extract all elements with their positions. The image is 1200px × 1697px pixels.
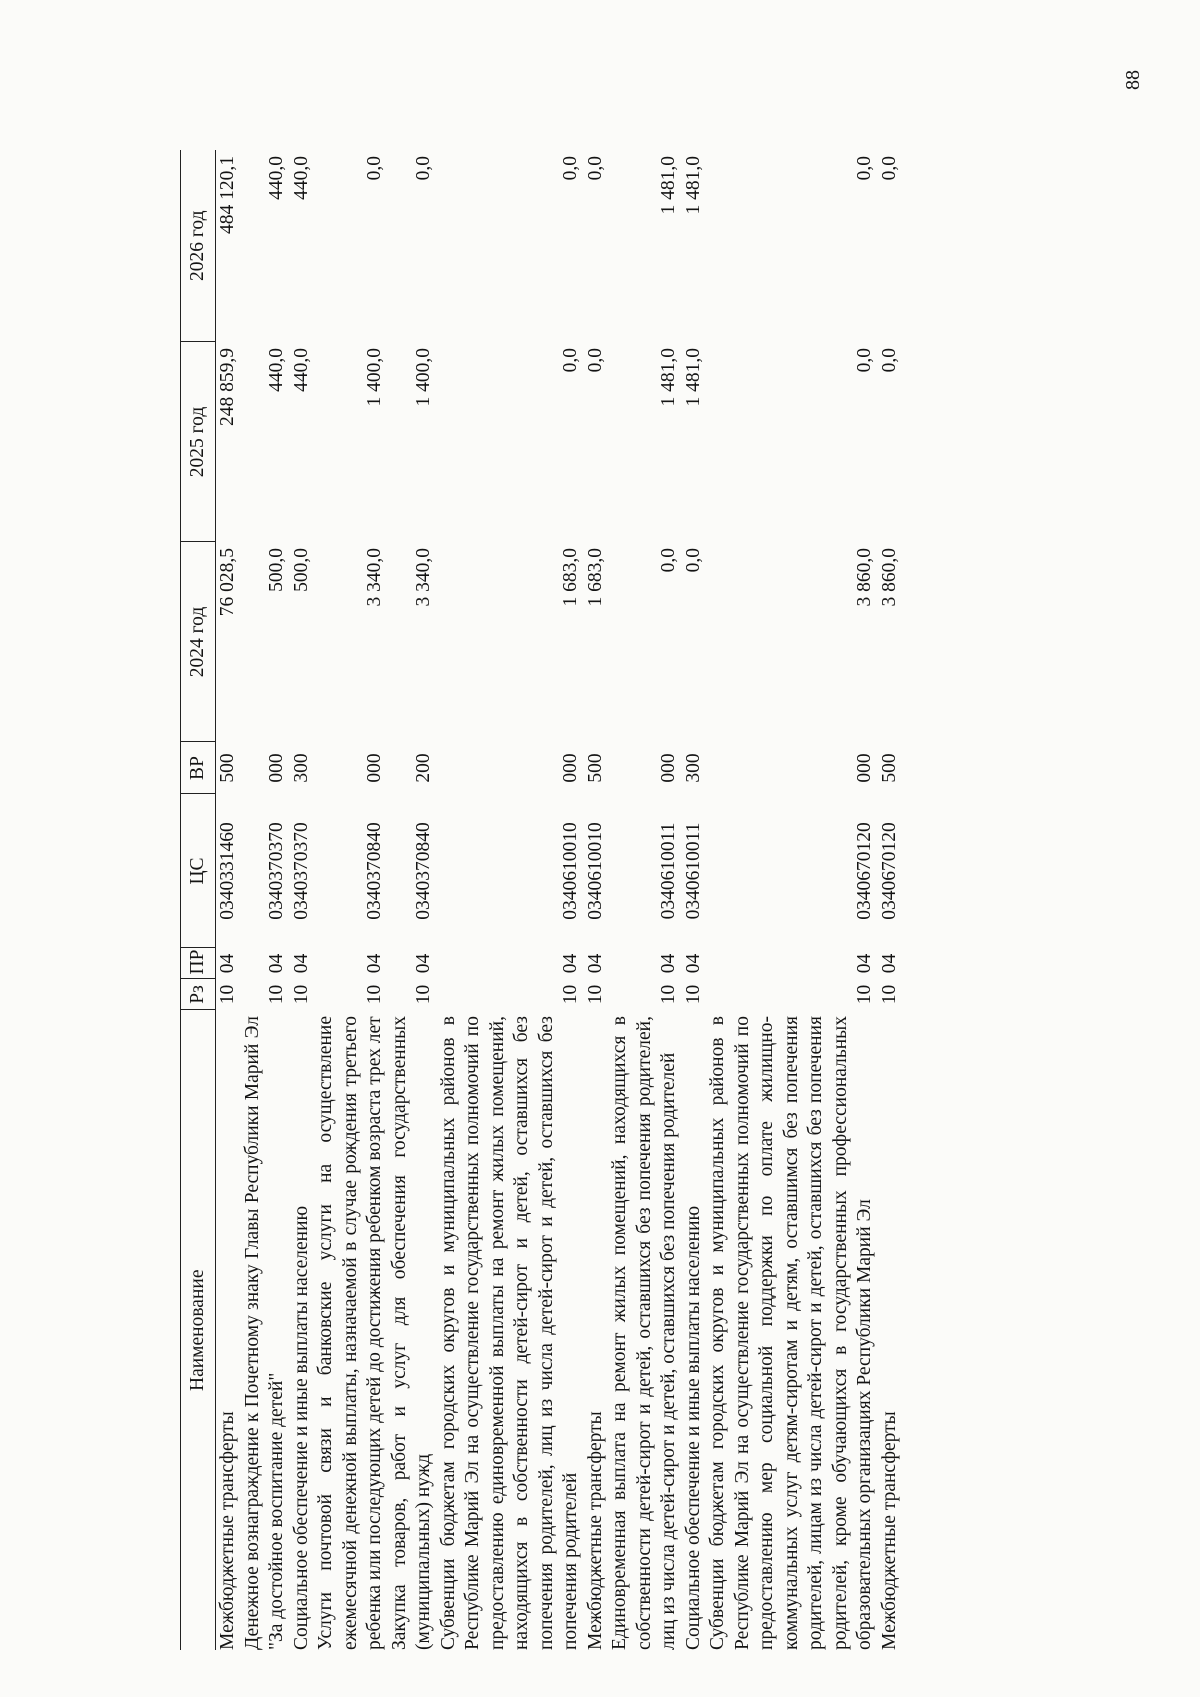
header-2024: 2024 год <box>181 542 216 742</box>
table-row <box>706 150 878 1650</box>
cell-rz: 10 <box>364 984 385 1005</box>
cell-vr: 000 <box>854 753 875 783</box>
cell-pr: 04 <box>364 953 385 974</box>
header-2026: 2026 год <box>181 150 216 342</box>
cell-2026: 440,0 <box>266 156 287 200</box>
cell-rz: 10 <box>266 984 287 1005</box>
cell-cs: 0340370840 <box>364 822 385 920</box>
header-name: Наименование <box>181 1010 216 1650</box>
cell-2024: 1 683,0 <box>584 548 606 607</box>
table-header-row <box>181 150 216 1650</box>
cell-rz: 10 <box>682 984 704 1005</box>
page-number: 88 <box>1122 70 1144 90</box>
cell-2024: 0,0 <box>682 548 704 573</box>
table-row <box>241 150 290 1650</box>
cell-2026: 0,0 <box>878 156 900 181</box>
table-row <box>437 150 584 1650</box>
cell-cs: 0340610010 <box>584 822 606 920</box>
table-row <box>878 150 903 1650</box>
cell-name: Единовременная выплата на ремонт жилых помещений, находящихся в собственности детей-сирот и детей, оставшихся без попечения родителей, лиц из числа детей-сирот и детей, оставшихся без попечения родителей <box>609 1016 679 1650</box>
cell-2026: 440,0 <box>290 156 312 200</box>
cell-pr: 04 <box>854 953 875 974</box>
table-row <box>608 150 682 1650</box>
cell-cs: 0340370840 <box>413 822 434 920</box>
header-cs: ЦС <box>181 794 216 948</box>
cell-pr: 04 <box>682 953 704 974</box>
header-2025: 2025 год <box>181 342 216 542</box>
cell-2025: 1 481,0 <box>658 348 679 407</box>
cell-2026: 484 120,1 <box>217 156 238 234</box>
cell-cs: 0340610010 <box>560 822 581 920</box>
cell-name: Межбюджетные трансферты <box>878 1411 900 1650</box>
cell-rz: 10 <box>878 984 900 1005</box>
table-row <box>584 150 609 1650</box>
cell-name: Денежное вознаграждение к Почетному знаку Главы Республики Марий Эл "За достойное воспитание детей" <box>241 1016 287 1650</box>
cell-cs: 0340670120 <box>854 822 875 920</box>
cell-2025: 0,0 <box>878 348 900 373</box>
cell-2026: 0,0 <box>560 156 581 181</box>
cell-name: Субвенции бюджетам городских округов и муниципальных районов в Республике Марий Эл на осуществление государственных полномочий по предоставлению мер социальной поддержки по оплате жилищно-коммунальных услуг детям-сиротам и детям, оставшимся без попечения родителей, лицам из числа детей-сирот и детей, оставшихся без попечения родителей, кроме обучающихся в государственных профессиональных образовательных организациях Республики Марий Эл <box>707 1016 875 1650</box>
cell-2025: 0,0 <box>584 348 606 373</box>
cell-cs: 0340610011 <box>682 822 704 920</box>
cell-2025: 0,0 <box>854 348 875 373</box>
cell-name: Социальное обеспечение и иные выплаты населению <box>682 1205 704 1650</box>
cell-rz: 10 <box>413 984 434 1005</box>
cell-pr: 04 <box>878 953 900 974</box>
cell-name: Межбюджетные трансферты <box>217 1411 238 1650</box>
cell-2026: 1 481,0 <box>682 156 704 215</box>
cell-2024: 0,0 <box>658 548 679 573</box>
cell-2025: 1 400,0 <box>413 348 434 407</box>
cell-name: Социальное обеспечение и иные выплаты населению <box>290 1205 312 1650</box>
cell-2024: 3 340,0 <box>364 548 385 607</box>
cell-2026: 0,0 <box>413 156 434 181</box>
cell-name: Субвенции бюджетам городских округов и муниципальных районов в Республике Марий Эл на осуществление государственных полномочий по предоставлению единовременной выплаты на ремонт жилых помещений, находящихся в собственности детей-сирот и детей, оставшихся без попечения родителей, лиц из числа детей-сирот и детей, оставшихся без попечения родителей <box>437 1016 581 1650</box>
cell-2026: 0,0 <box>584 156 606 181</box>
cell-vr: 500 <box>584 753 606 783</box>
cell-vr: 000 <box>560 753 581 783</box>
cell-2024: 76 028,5 <box>217 548 238 617</box>
cell-vr: 000 <box>266 753 287 783</box>
cell-2024: 500,0 <box>290 548 312 592</box>
cell-pr: 04 <box>584 953 606 974</box>
cell-2025: 1 481,0 <box>682 348 704 407</box>
cell-2024: 3 860,0 <box>854 548 875 607</box>
table-row <box>314 150 388 1650</box>
table-row <box>216 150 241 1650</box>
table-row <box>388 150 437 1650</box>
header-vr: ВР <box>181 742 216 794</box>
cell-2025: 0,0 <box>560 348 581 373</box>
cell-2024: 1 683,0 <box>560 548 581 607</box>
cell-vr: 300 <box>290 753 312 783</box>
cell-vr: 000 <box>658 753 679 783</box>
cell-cs: 0340370370 <box>290 822 312 920</box>
cell-2026: 1 481,0 <box>658 156 679 215</box>
cell-2026: 0,0 <box>854 156 875 181</box>
cell-name: Межбюджетные трансферты <box>584 1411 606 1650</box>
cell-vr: 200 <box>413 753 434 783</box>
cell-vr: 300 <box>682 753 704 783</box>
cell-cs: 0340610011 <box>658 822 679 920</box>
cell-2025: 440,0 <box>266 348 287 392</box>
table-row <box>682 150 707 1650</box>
cell-rz: 10 <box>560 984 581 1005</box>
cell-2025: 248 859,9 <box>217 348 238 426</box>
cell-2025: 1 400,0 <box>364 348 385 407</box>
cell-2024: 3 860,0 <box>878 548 900 607</box>
header-pr: ПР <box>181 948 216 979</box>
cell-2026: 0,0 <box>364 156 385 181</box>
cell-pr: 04 <box>290 953 312 974</box>
cell-name: Закупка товаров, работ и услуг для обеспечения государственных (муниципальных) нужд <box>388 1016 434 1650</box>
cell-pr: 04 <box>560 953 581 974</box>
cell-2024: 500,0 <box>266 548 287 592</box>
cell-rz: 10 <box>658 984 679 1005</box>
budget-table <box>180 150 902 1650</box>
cell-2024: 3 340,0 <box>413 548 434 607</box>
cell-rz: 10 <box>217 984 238 1005</box>
cell-cs: 0340670120 <box>878 822 900 920</box>
cell-name: Услуги почтовой связи и банковские услуги на осуществление ежемесячной денежной выплаты, назначаемой в случае рождения третьего ребенка или последующих детей до достижения ребенком возраста трех лет <box>315 1016 385 1650</box>
cell-cs: 0340331460 <box>217 822 238 920</box>
cell-2025: 440,0 <box>290 348 312 392</box>
cell-pr: 04 <box>413 953 434 974</box>
cell-rz: 10 <box>584 984 606 1005</box>
cell-vr: 500 <box>878 753 900 783</box>
header-rz: Рз <box>181 979 216 1010</box>
cell-pr: 04 <box>266 953 287 974</box>
cell-pr: 04 <box>217 953 238 974</box>
cell-rz: 10 <box>290 984 312 1005</box>
cell-rz: 10 <box>854 984 875 1005</box>
budget-table-rotated <box>180 150 1060 1650</box>
cell-cs: 0340370370 <box>266 822 287 920</box>
table-row <box>290 150 315 1650</box>
cell-vr: 000 <box>364 753 385 783</box>
cell-pr: 04 <box>658 953 679 974</box>
cell-vr: 500 <box>217 753 238 783</box>
